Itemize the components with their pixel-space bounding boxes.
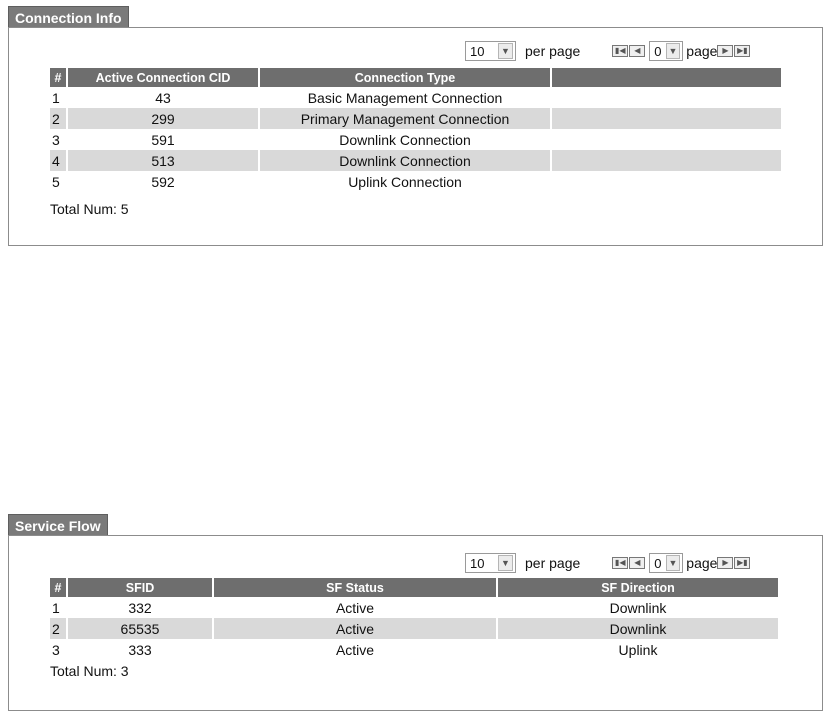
page-nav-back <box>612 557 645 569</box>
page-nav-forward <box>717 45 750 57</box>
column-header-blank <box>551 68 781 87</box>
first-page-icon[interactable]: ▮◀ <box>612 45 628 57</box>
column-header-sf-status: SF Status <box>213 578 497 597</box>
next-page-icon[interactable]: ▶ <box>717 45 733 57</box>
column-header-index: # <box>50 578 67 597</box>
page-nav-forward <box>717 557 750 569</box>
column-header-cid: Active Connection CID <box>67 68 259 87</box>
service-flow-panel <box>8 535 823 711</box>
column-header-connection-type: Connection Type <box>259 68 551 87</box>
total-count: Total Num: 3 <box>50 663 129 679</box>
service-flow-tab <box>8 514 108 536</box>
connection-info-title: Connection Info <box>15 10 122 26</box>
last-page-icon[interactable]: ▶▮ <box>734 557 750 569</box>
table-row: 3 333 Active Uplink <box>50 639 778 660</box>
service-flow-table <box>50 578 778 660</box>
total-count: Total Num: 5 <box>50 201 129 217</box>
page-select[interactable]: 0 ▼ <box>649 41 683 61</box>
service-flow-pager <box>465 553 750 573</box>
per-page-select[interactable]: 10 ▼ <box>465 553 516 573</box>
per-page-select[interactable]: 10 ▼ <box>465 41 516 61</box>
column-header-sf-direction: SF Direction <box>497 578 778 597</box>
chevron-down-icon: ▼ <box>666 555 681 571</box>
column-header-sfid: SFID <box>67 578 213 597</box>
next-page-icon[interactable]: ▶ <box>717 557 733 569</box>
table-row: 3 591 Downlink Connection <box>50 129 781 150</box>
connection-info-section <box>8 6 823 246</box>
page-label: page <box>686 43 718 59</box>
connection-info-panel <box>8 27 823 246</box>
connection-table <box>50 68 781 192</box>
page-select[interactable]: 0 ▼ <box>649 553 683 573</box>
chevron-down-icon: ▼ <box>498 555 513 571</box>
last-page-icon[interactable]: ▶▮ <box>734 45 750 57</box>
previous-page-icon[interactable]: ◀ <box>629 557 645 569</box>
chevron-down-icon: ▼ <box>666 43 681 59</box>
table-row: 4 513 Downlink Connection <box>50 150 781 171</box>
table-row: 5 592 Uplink Connection <box>50 171 781 192</box>
per-page-label: per page <box>525 555 581 571</box>
connection-info-tab <box>8 6 129 28</box>
service-flow-title: Service Flow <box>15 518 101 534</box>
chevron-down-icon: ▼ <box>498 43 513 59</box>
table-row: 2 299 Primary Management Connection <box>50 108 781 129</box>
connection-info-pager <box>465 41 750 61</box>
table-row: 2 65535 Active Downlink <box>50 618 778 639</box>
per-page-label: per page <box>525 43 581 59</box>
table-header-row <box>50 68 781 87</box>
first-page-icon[interactable]: ▮◀ <box>612 557 628 569</box>
page-label: page <box>686 555 718 571</box>
table-header-row <box>50 578 778 597</box>
column-header-index: # <box>50 68 67 87</box>
previous-page-icon[interactable]: ◀ <box>629 45 645 57</box>
service-flow-section <box>8 514 823 711</box>
table-row: 1 43 Basic Management Connection <box>50 87 781 108</box>
table-row: 1 332 Active Downlink <box>50 597 778 618</box>
page-nav-back <box>612 45 645 57</box>
